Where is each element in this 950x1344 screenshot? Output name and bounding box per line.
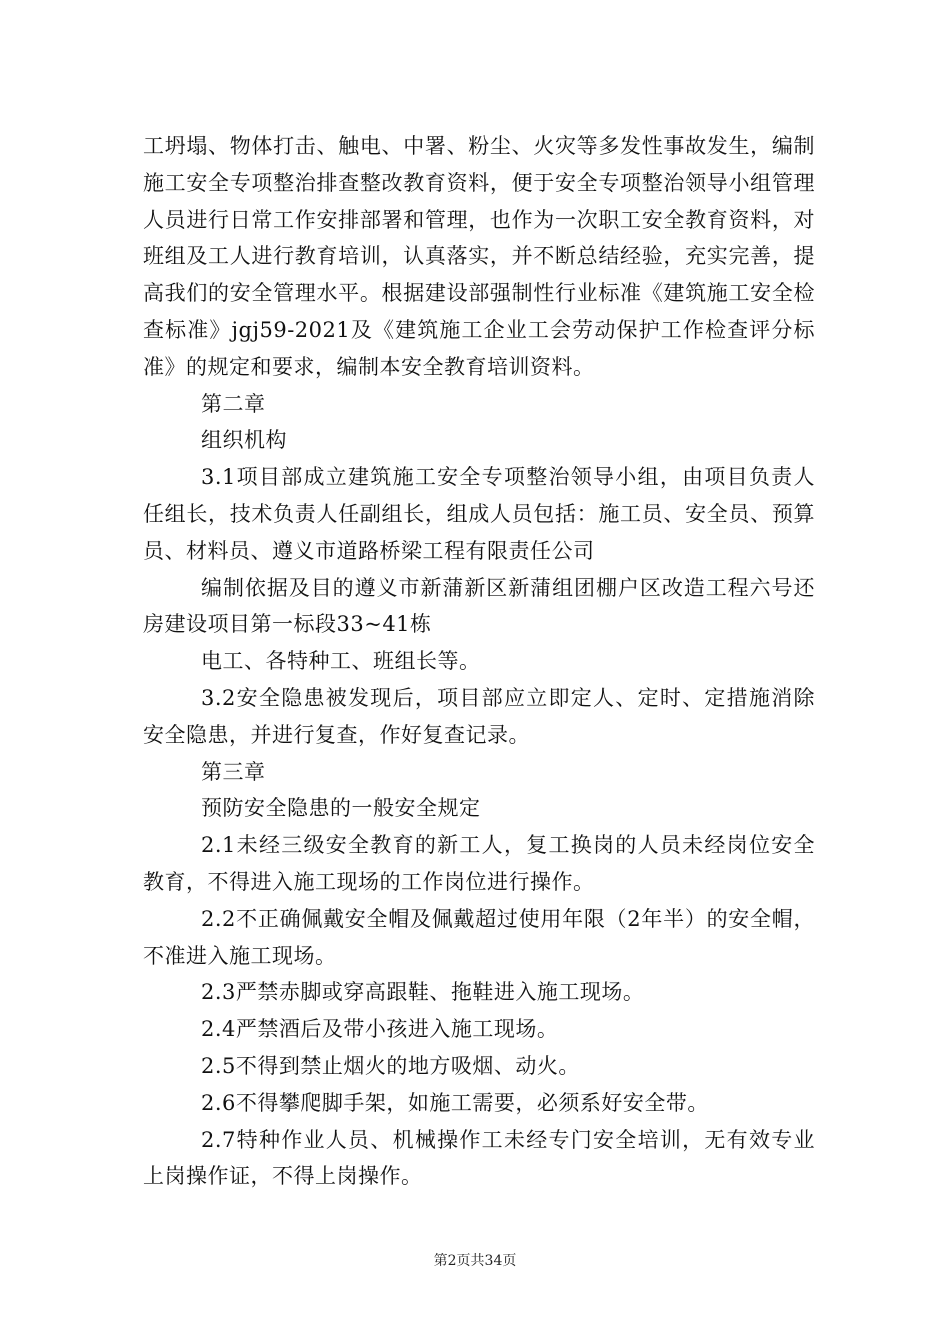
paragraph-members-continued: 电工、各特种工、班组长等。: [201, 649, 481, 674]
rule-2-5: 2.5不得到禁止烟火的地方吸烟、动火。: [201, 1053, 580, 1078]
rule-2-7: 2.7特种作业人员、机械操作工未经专门安全培训，无有效专业上岗操作证，不得上岗操作。: [143, 1127, 815, 1189]
paragraph-intro-continuation: 工坍塌、物体打击、触电、中署、粉尘、火灾等多发性事故发生，编制施工安全专项整治排查整改教育资料，便于安全专项整治领导小组管理人员进行日常工作安排部署和管理，也作为一次职工安全教育资料，对班组及工人进行教育培训，认真落实，并不断总结经验，充实完善，提高我们的安全管理水平。根据建设部强制性行业标准《建筑施工安全检查标准》jgj59-2021及《建筑施工企业工会劳动保护工作检查评分标准》的规定和要求，编制本安全教育培训资料。: [143, 134, 815, 379]
chapter-two-heading: 第二章: [201, 391, 266, 416]
rule-2-3: 2.3严禁赤脚或穿高跟鞋、拖鞋进入施工现场。: [201, 980, 645, 1005]
page-number: 第2页共34页: [433, 1253, 517, 1269]
chapter-three-title: 预防安全隐患的一般安全规定: [201, 796, 481, 821]
page-footer: [0, 1250, 950, 1270]
chapter-three-heading: 第三章: [201, 759, 266, 784]
paragraph-basis-purpose: 编制依据及目的遵义市新蒲新区新蒲组团棚户区改造工程六号还房建设项目第一标段33~41栋: [143, 575, 815, 637]
rule-2-6: 2.6不得攀爬脚手架，如施工需要，必须系好安全带。: [201, 1090, 709, 1115]
rule-2-1: 2.1未经三级安全教育的新工人，复工换岗的人员未经岗位安全教育，不得进入施工现场的工作岗位进行操作。: [143, 833, 815, 894]
document-body: [143, 128, 815, 1195]
paragraph-3-2: 3.2安全隐患被发现后，项目部应立即定人、定时、定措施消除安全隐患，并进行复查，作好复查记录。: [143, 685, 815, 747]
chapter-two-title: 组织机构: [201, 428, 287, 453]
paragraph-3-1: 3.1项目部成立建筑施工安全专项整治领导小组，由项目负责人任组长，技术负责人任副组长，组成人员包括：施工员、安全员、预算员、材料员、遵义市道路桥梁工程有限责任公司: [143, 465, 815, 563]
rule-2-4: 2.4严禁酒后及带小孩进入施工现场。: [201, 1017, 559, 1042]
rule-2-2: 2.2不正确佩戴安全帽及佩戴超过使用年限（2年半）的安全帽，不准进入施工现场。: [143, 906, 815, 968]
